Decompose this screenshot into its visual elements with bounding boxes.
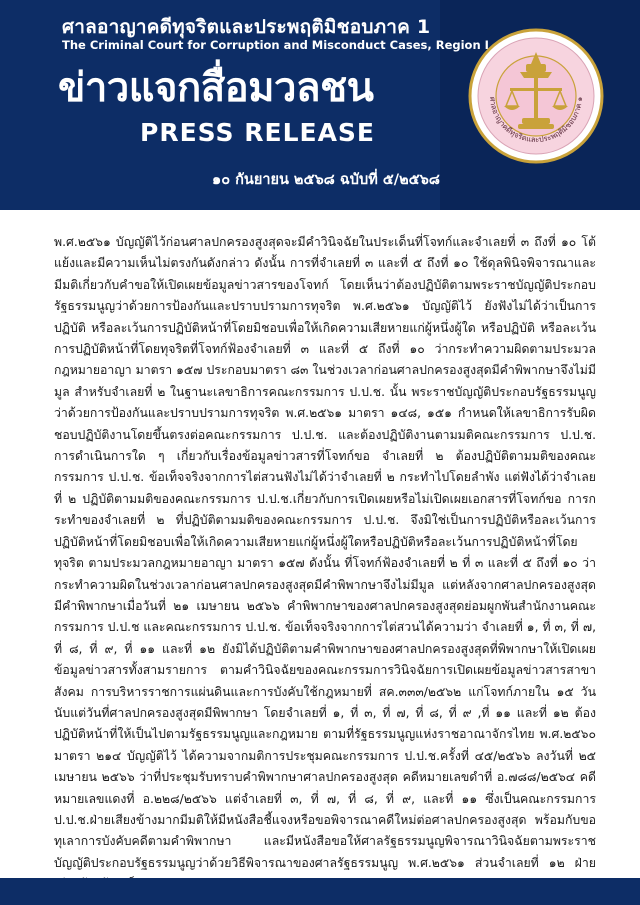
- press-release-header: [0, 0, 640, 210]
- press-release-body: พ.ศ.๒๕๖๑ บัญญัติไว้ก่อนศาลปกครองสูงสุดจะมีคำวินิจฉัยในประเด็นที่โจทก์และจำเลยที่ ๓ ถึงที่ ๑๐ โต้แย้งและมีความเห็นไม่ตรงกันดังกล่าว ดังนั้น การที่จำเลยที่ ๓ และที่ ๕ ถึงที่ ๑๐ ใช้ดุลพินิจพิจารณาและมีมติเกี่ยวกับคำขอให้เปิดเผยข้อมูลข่าวสารของโจทก์ โดยเห็นว่าต้องปฏิบัติตามพระราชบัญญัติประกอบรัฐธรรมนูญว่าด้วยการป้องกันและปราบปรามการทุจริต พ.ศ.๒๕๖๑ บัญญัติไว้ ยังฟังไม่ได้ว่าเป็นการปฏิบัติ หรือละเว้นการปฏิบัติหน้าที่โดยมิชอบเพื่อให้เกิดความเสียหายแก่ผู้หนึ่งผู้ใด หรือปฏิบัติ หรือละเว้นการปฏิบัติหน้าที่โดยทุจริตที่โจทก์ฟ้องจำเลยที่ ๓ และที่ ๕ ถึงที่ ๑๐ ว่ากระทำความผิดตามประมวลกฎหมายอาญา มาตรา ๑๕๗ ประกอบมาตรา ๘๓ ในช่วงเวลาก่อนศาลปกครองสูงสุดมีคำพิพากษาจึงไม่มีมูล สำหรับจำเลยที่ ๒ ในฐานะเลขาธิการคณะกรรมการ ป.ป.ช. นั้น พระราชบัญญัติประกอบรัฐธรรมนูญว่าด้วยการป้องกันและปราบปรามการทุจริต พ.ศ.๒๕๖๑ มาตรา ๑๔๘, ๑๕๑ กำหนดให้เลขาธิการรับผิดชอบปฏิบัติงานโดยขึ้นตรงต่อคณะกรรมการ ป.ป.ช. และต้องปฏิบัติงานตามมติคณะกรรมการ ป.ป.ช. การดำเนินการใด ๆ เกี่ยวกับเรื่องข้อมูลข่าวสารที่โจทก์ขอ จำเลยที่ ๒ ต้องปฏิบัติตามมติของคณะกรรมการ ป.ป.ช. ข้อเท็จจริงจากการไต่สวนฟังไม่ได้ว่าจำเลยที่ ๒ กระทำไปโดยลำพัง แต่ฟังได้ว่าจำเลยที่ ๒ ปฏิบัติตามมติของคณะกรรมการ ป.ป.ช.เกี่ยวกับการเปิดเผยหรือไม่เปิดเผยเอกสารที่โจทก์ขอ การกระทำของจำเลยที่ ๒ ที่ปฏิบัติตามมติของคณะกรรมการ ป.ป.ช. จึงมิใช่เป็นการปฏิบัติหรือละเว้นการปฏิบัติหน้าที่โดยมิชอบเพื่อให้เกิดความเสียหายแก่ผู้หนึ่งผู้ใดหรือปฏิบัติหรือละเว้นการปฏิบัติหน้าที่โดยทุจริต ตามประมวลกฎหมายอาญา มาตรา ๑๕๗ ดังนั้น ที่โจทก์ฟ้องจำเลยที่ ๒ ที่ ๓ และที่ ๕ ถึงที่ ๑๐ ว่ากระทำความผิดในช่วงเวลาก่อนศาลปกครองสูงสุดมีคำพิพากษาจึงไม่มีมูล แต่หลังจากศาลปกครองสูงสุดมีคำพิพากษาเมื่อวันที่ ๒๑ เมษายน ๒๕๖๖ คำพิพากษาของศาลปกครองสูงสุดย่อมผูกพันสำนักงานคณะกรรมการ ป.ป.ช และคณะกรรมการ ป.ป.ช. ข้อเท็จจริงจากการไต่สวนได้ความว่า จำเลยที่ ๑, ที่ ๓, ที่ ๗, ที่ ๘, ที่ ๙, ที่ ๑๑ และที่ ๑๒ ยังมิได้ปฏิบัติตามคำพิพากษาของศาลปกครองสูงสุดที่พิพากษาให้เปิดเผยข้อมูลข่าวสารทั้งสามรายการ ตามคำวินิจฉัยของคณะกรรมการวินิจฉัยการเปิดเผยข้อมูลข่าวสารสาขาสังคม การบริหารราชการแผ่นดินและการบังคับใช้กฎหมายที่ สค.๓๓๓/๒๕๖๒ แก่โจทก์ภายใน ๑๕ วันนับแต่วันที่ศาลปกครองสูงสุดมีพิพากษา โดยจำเลยที่ ๑, ที่ ๓, ที่ ๗, ที่ ๘, ที่ ๙ ,ที่ ๑๑ และที่ ๑๒ ต้องปฏิบัติหน้าที่ให้เป็นไปตามรัฐธรรมนูญและกฎหมาย ตามที่รัฐธรรมนูญแห่งราชอาณาจักรไทย พ.ศ.๒๕๖๐ มาตรา ๒๑๔ บัญญัติไว้ ได้ความจากมติการประชุมคณะกรรมการ ป.ป.ช.ครั้งที่ ๔๕/๒๕๖๖ ลงวันที่ ๒๕ เมษายน ๒๕๖๖ ว่าที่ประชุมรับทราบคำพิพากษาศาลปกครองสูงสุด คดีหมายเลขดำที่ อ.๗๘๘/๒๕๖๔ คดีหมายเลขแดงที่ อ.๒๒๘/๒๕๖๖ แต่จำเลยที่ ๓, ที่ ๗, ที่ ๘, ที่ ๙, และที่ ๑๑ ซึ่งเป็นคณะกรรมการ ป.ป.ช.ฝ่ายเสียงข้างมากมีมติให้มีหนังสือชี้แจงหรือขอพิจารณาคดีใหม่ต่อศาลปกครองสูงสุด พร้อมกับขอทุเลาการบังคับคดีตามคำพิพากษา และมีหนังสือขอให้ศาลรัฐธรรมนูญพิจารณาวินิจฉัยตามพระราชบัญญัติประกอบรัฐธรรมนูญว่าด้วยวิธีพิจารณาของศาลรัฐธรรมนูญ พ.ศ.๒๕๖๑ ส่วนจำเลยที่ ๑๒ ฝ่าย: [54, 235, 596, 870]
- press-release-title-english: PRESS RELEASE: [140, 118, 376, 147]
- court-seal-icon: [468, 28, 604, 164]
- seal-text: ศาลอาญาคดีทุจริตและประพฤติมิชอบภาค ๑: [487, 96, 585, 145]
- court-name-english: The Criminal Court for Corruption and Misconduct Cases, Region I: [62, 38, 489, 52]
- footer-bar: [0, 878, 640, 905]
- press-release-title-thai: ข่าวแจกสื่อมวลชน: [58, 65, 374, 111]
- issue-date: ๑๐ กันยายน ๒๕๖๘ ฉบับที่ ๕/๒๕๖๘: [212, 172, 440, 188]
- court-name-thai: ศาลอาญาคดีทุจริตและประพฤติมิชอบภาค 1: [62, 16, 431, 38]
